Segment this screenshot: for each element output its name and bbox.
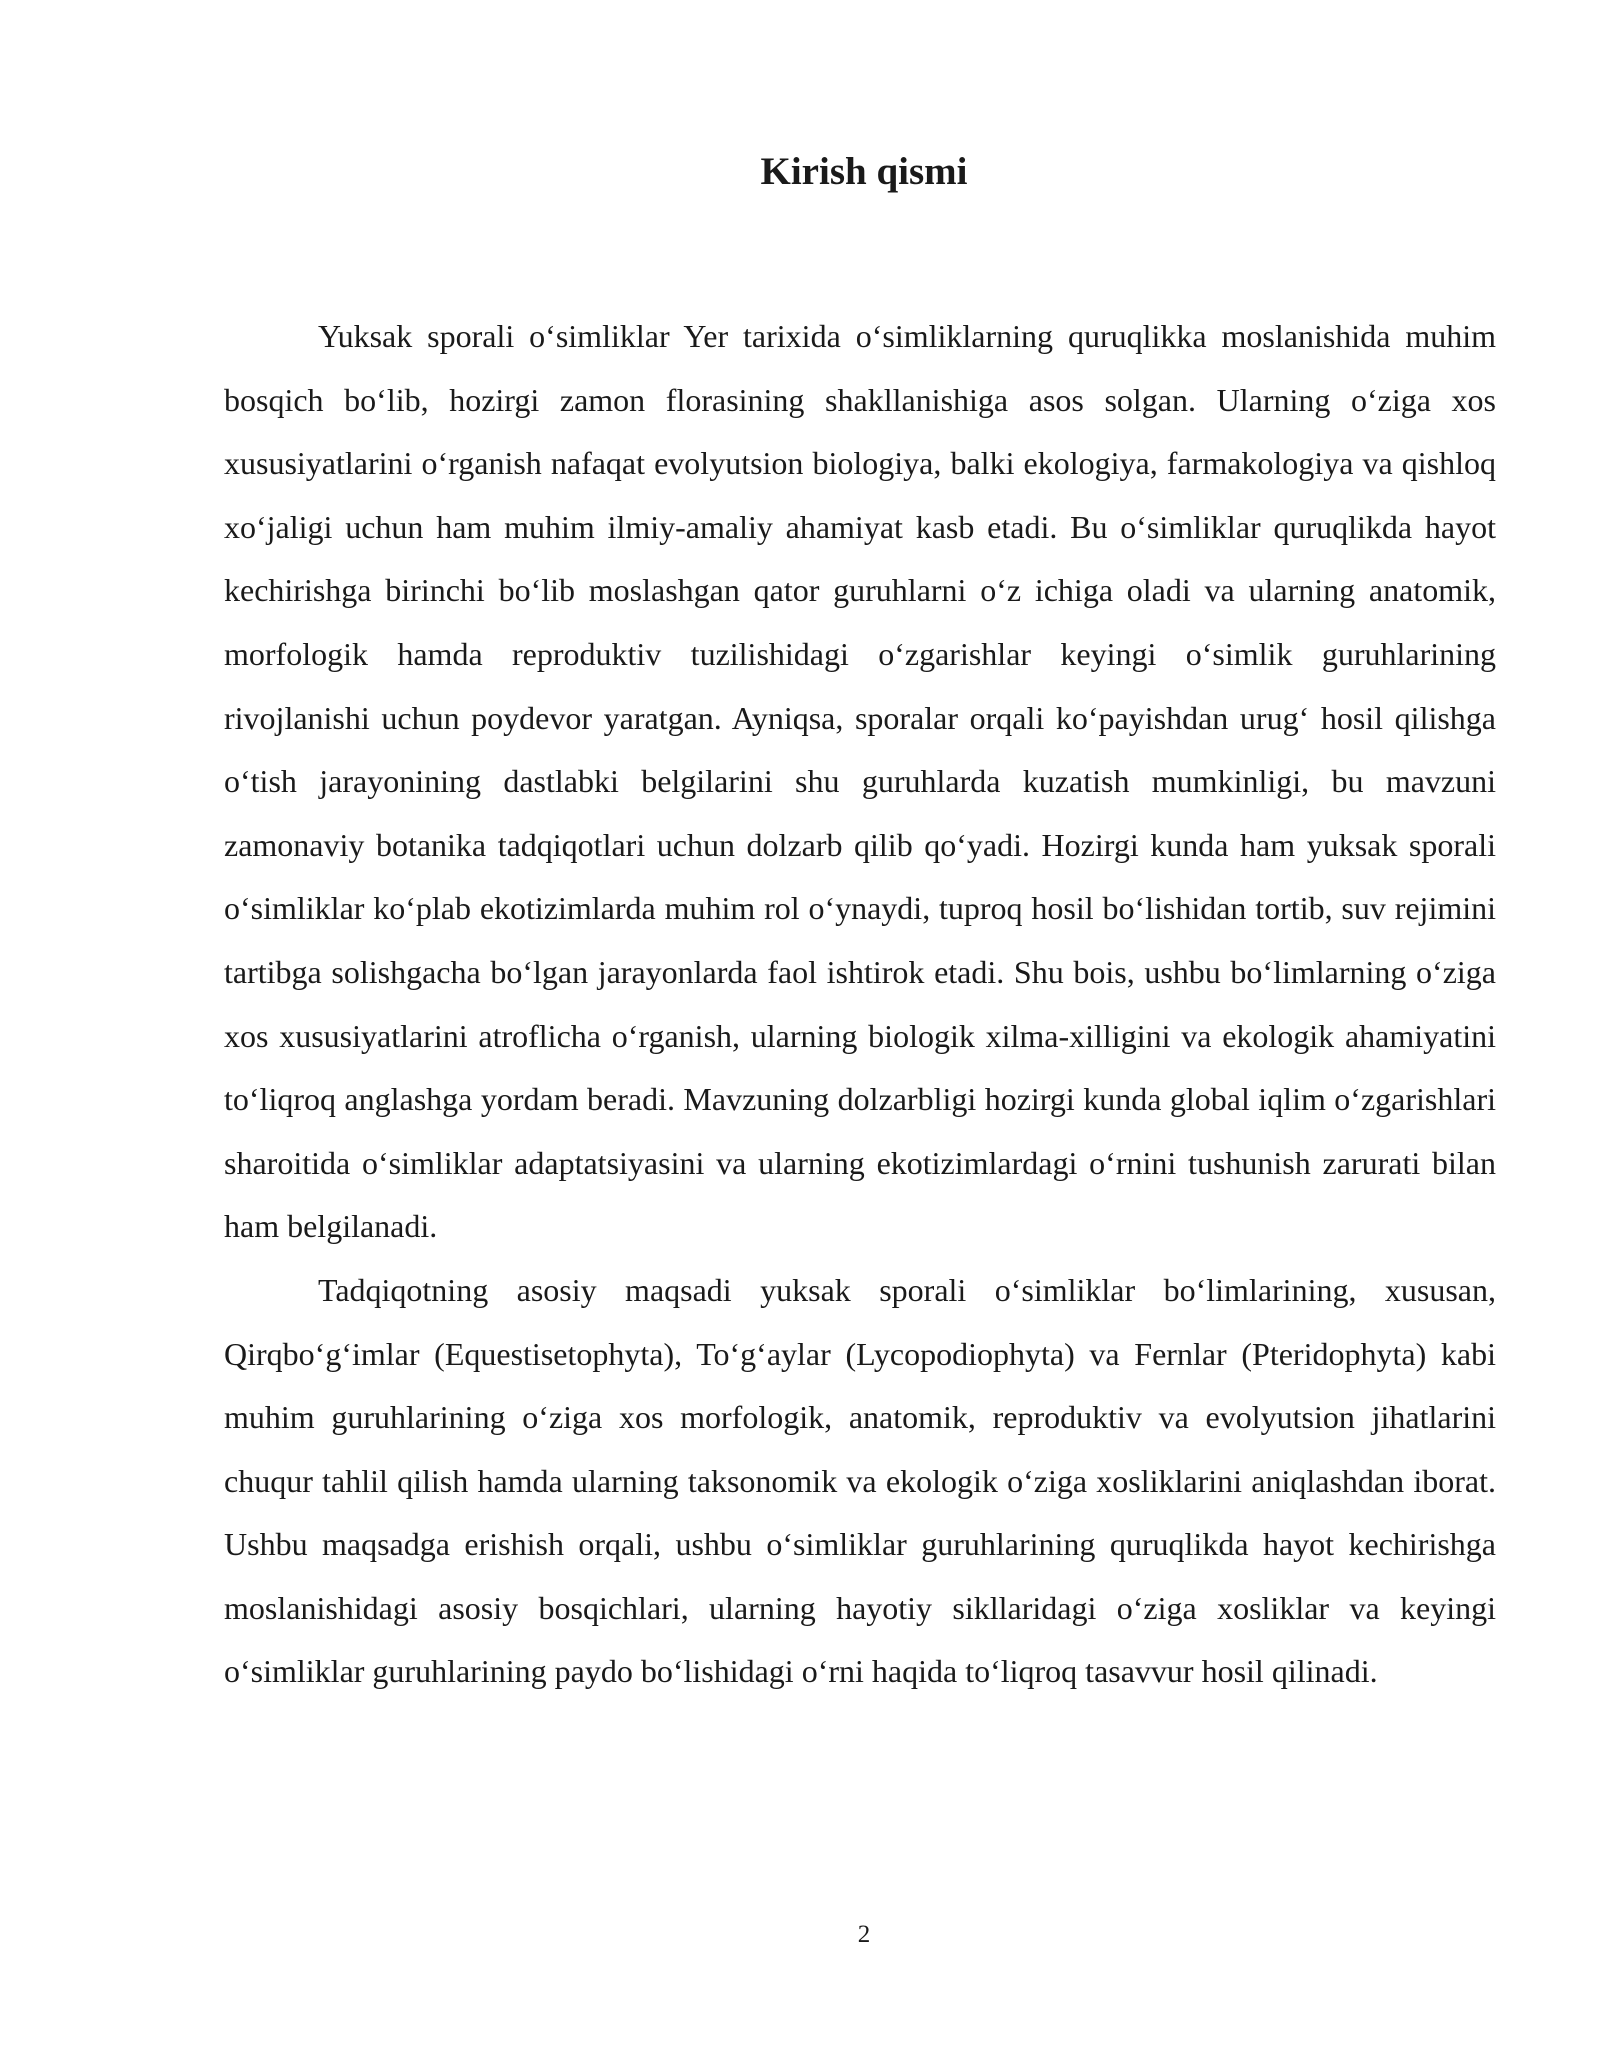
page-number: 2 <box>857 1921 871 1948</box>
page-title: Kirish qismi <box>760 150 968 193</box>
paragraph-introduction: Yuksak sporali o‘simliklar Yer tarixida o‘simliklarning quruqlikka moslanishida muhim bosqich bo‘lib, hozirgi zamon florasining shakllanishiga asos solgan. Ularning o‘ziga xos xususiyatlarini o‘rganish nafaqat evolyutsion biologiya, balki ekologiya, farmakologiya va qishloq xo‘jaligi uchun ham muhim ilmiy-amaliy ahamiyat kasb etadi. Bu o‘simliklar quruqlikda hayot kechirishga birinchi bo‘lib moslashgan qator guruhlarni o‘z ichiga oladi va ularning anatomik, morfologik hamda reproduktiv tuzilishidagi o‘zgarishlar keyingi o‘simlik guruhlarining rivojlanishi uchun poydevor yaratgan. Ayniqsa, sporalar orqali ko‘payishdan urug‘ hosil qilishga o‘tish jarayonining dastlabki belgilarini shu guruhlarda kuzatish mumkinligi, bu mavzuni zamonaviy botanika tadqiqotlari uchun dolzarb qilib qo‘yadi. Hozirgi kunda ham yuksak sporali o‘simliklar ko‘plab ekotizimlarda muhim rol o‘ynaydi, tuproq hosil bo‘lishidan tortib, suv rejimini tartibga solishgacha bo‘lgan jarayonlarda faol ishtirok etadi. Shu bois, ushbu bo‘limlarning o‘ziga xos xususiyatlarini atroflicha o‘rganish, ularning biologik xilma-xilligini va ekologik ahamiyatini to‘liqroq anglashga yordam beradi. Mavzuning dolzarbligi hozirgi kunda global iqlim o‘zgarishlari sharoitida o‘simliklar adaptatsiyasini va ularning ekotizimlardagi o‘rnini tushunish zarurati bilan ham belgilanadi. <box>224 318 1496 1245</box>
paragraph-research-goal: Tadqiqotning asosiy maqsadi yuksak sporali o‘simliklar bo‘limlarining, xususan, Qirqbo‘g‘imlar (Equestisetophyta), To‘g‘aylar (Lycopodiophyta) va Fernlar (Pteridophyta) kabi muhim guruhlarining o‘ziga xos morfologik, anatomik, reproduktiv va evolyutsion jihatlarini chuqur tahlil qilish hamda ularning taksonomik va ekologik o‘ziga xosliklarini aniqlashdan iborat. Ushbu maqsadga erishish orqali, ushbu o‘simliklar guruhlarining quruqlikda hayot kechirishga moslanishidagi asosiy bosqichlari, ularning hayotiy sikllaridagi o‘ziga xosliklar va keyingi o‘simliklar guruhlarining paydo bo‘lishidagi o‘rni haqida to‘liqroq tasavvur hosil qilinadi. <box>224 1271 1496 1690</box>
body-text <box>224 305 1496 1704</box>
